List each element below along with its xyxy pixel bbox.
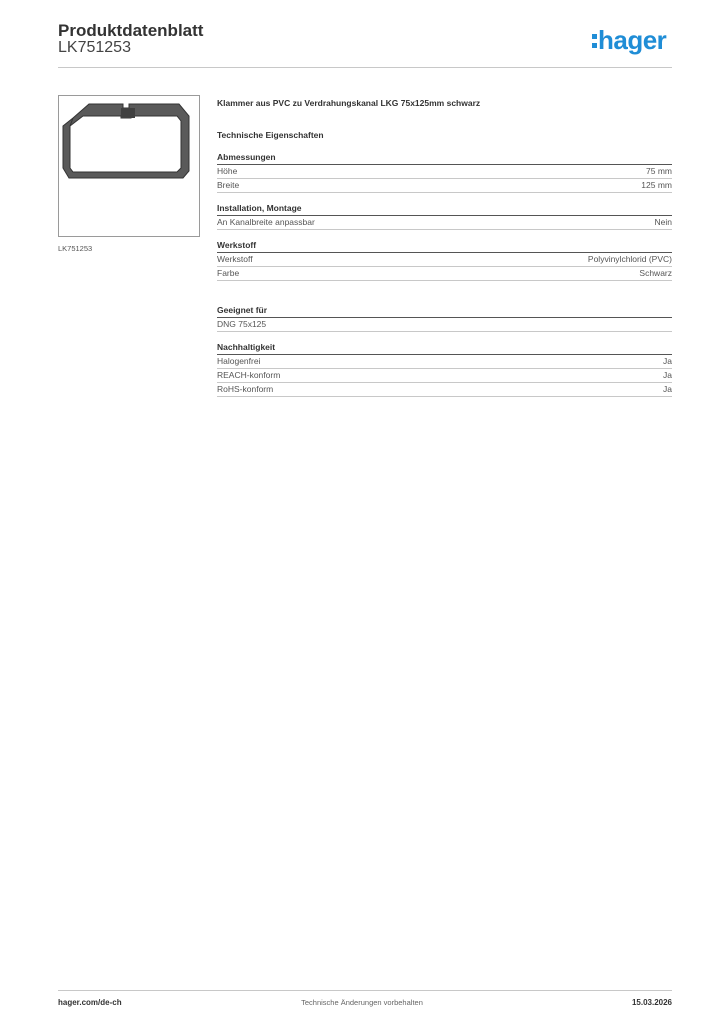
section-title: Werkstoff	[217, 239, 672, 253]
table-row	[217, 253, 672, 267]
product-details	[217, 96, 672, 397]
table-row	[217, 318, 672, 332]
logo-text: hager	[598, 25, 667, 55]
section-installation	[217, 202, 672, 230]
footer-date: 15.03.2026	[631, 998, 672, 1007]
table-row	[217, 383, 672, 397]
row-label: RoHS-konform	[217, 384, 274, 394]
row-value: Ja	[663, 356, 672, 366]
footer-website: hager.com/de-ch	[58, 998, 122, 1007]
cable-clamp-icon	[59, 96, 199, 236]
row-value: Schwarz	[639, 268, 672, 278]
row-value: Ja	[663, 384, 672, 394]
section-title: Installation, Montage	[217, 202, 672, 216]
product-image	[58, 95, 200, 237]
footer-notice: Technische Änderungen vorbehalten	[301, 998, 423, 1007]
product-description: Klammer aus PVC zu Verdrahungskanal LKG 75x125mm schwarz	[217, 98, 481, 108]
table-row	[217, 216, 672, 230]
tech-heading: Technische Eigenschaften	[217, 130, 324, 140]
table-row	[217, 267, 672, 281]
section-title: Geeignet für	[217, 304, 672, 318]
row-value: 125 mm	[641, 180, 672, 190]
logo-dots-icon	[592, 30, 597, 50]
row-label: Höhe	[217, 166, 238, 176]
row-label: Halogenfrei	[217, 356, 261, 366]
hager-logo	[592, 25, 666, 55]
section-title: Abmessungen	[217, 151, 672, 165]
table-row	[217, 179, 672, 193]
section-title: Nachhaltigkeit	[217, 341, 672, 355]
row-label: Farbe	[217, 268, 240, 278]
section-abmessungen	[217, 151, 672, 193]
image-caption: LK751253	[58, 244, 93, 253]
product-code: LK751253	[58, 39, 131, 56]
header-divider	[58, 67, 672, 68]
row-value: Ja	[663, 370, 672, 380]
row-label: Breite	[217, 180, 240, 190]
row-label: Werkstoff	[217, 254, 253, 264]
row-value: 75 mm	[646, 166, 672, 176]
row-label: An Kanalbreite anpassbar	[217, 217, 315, 227]
footer-divider	[58, 990, 672, 991]
table-row	[217, 369, 672, 383]
table-row	[217, 355, 672, 369]
table-row	[217, 165, 672, 179]
section-nachhaltigkeit	[217, 341, 672, 397]
row-label: DNG 75x125	[217, 319, 267, 329]
section-geeignet	[217, 304, 672, 332]
section-werkstoff	[217, 239, 672, 281]
row-value: Nein	[654, 217, 672, 227]
row-value: Polyvinylchlorid (PVC)	[587, 254, 672, 264]
row-label: REACH-konform	[217, 370, 281, 380]
page-title: Produktdatenblatt	[58, 21, 204, 40]
